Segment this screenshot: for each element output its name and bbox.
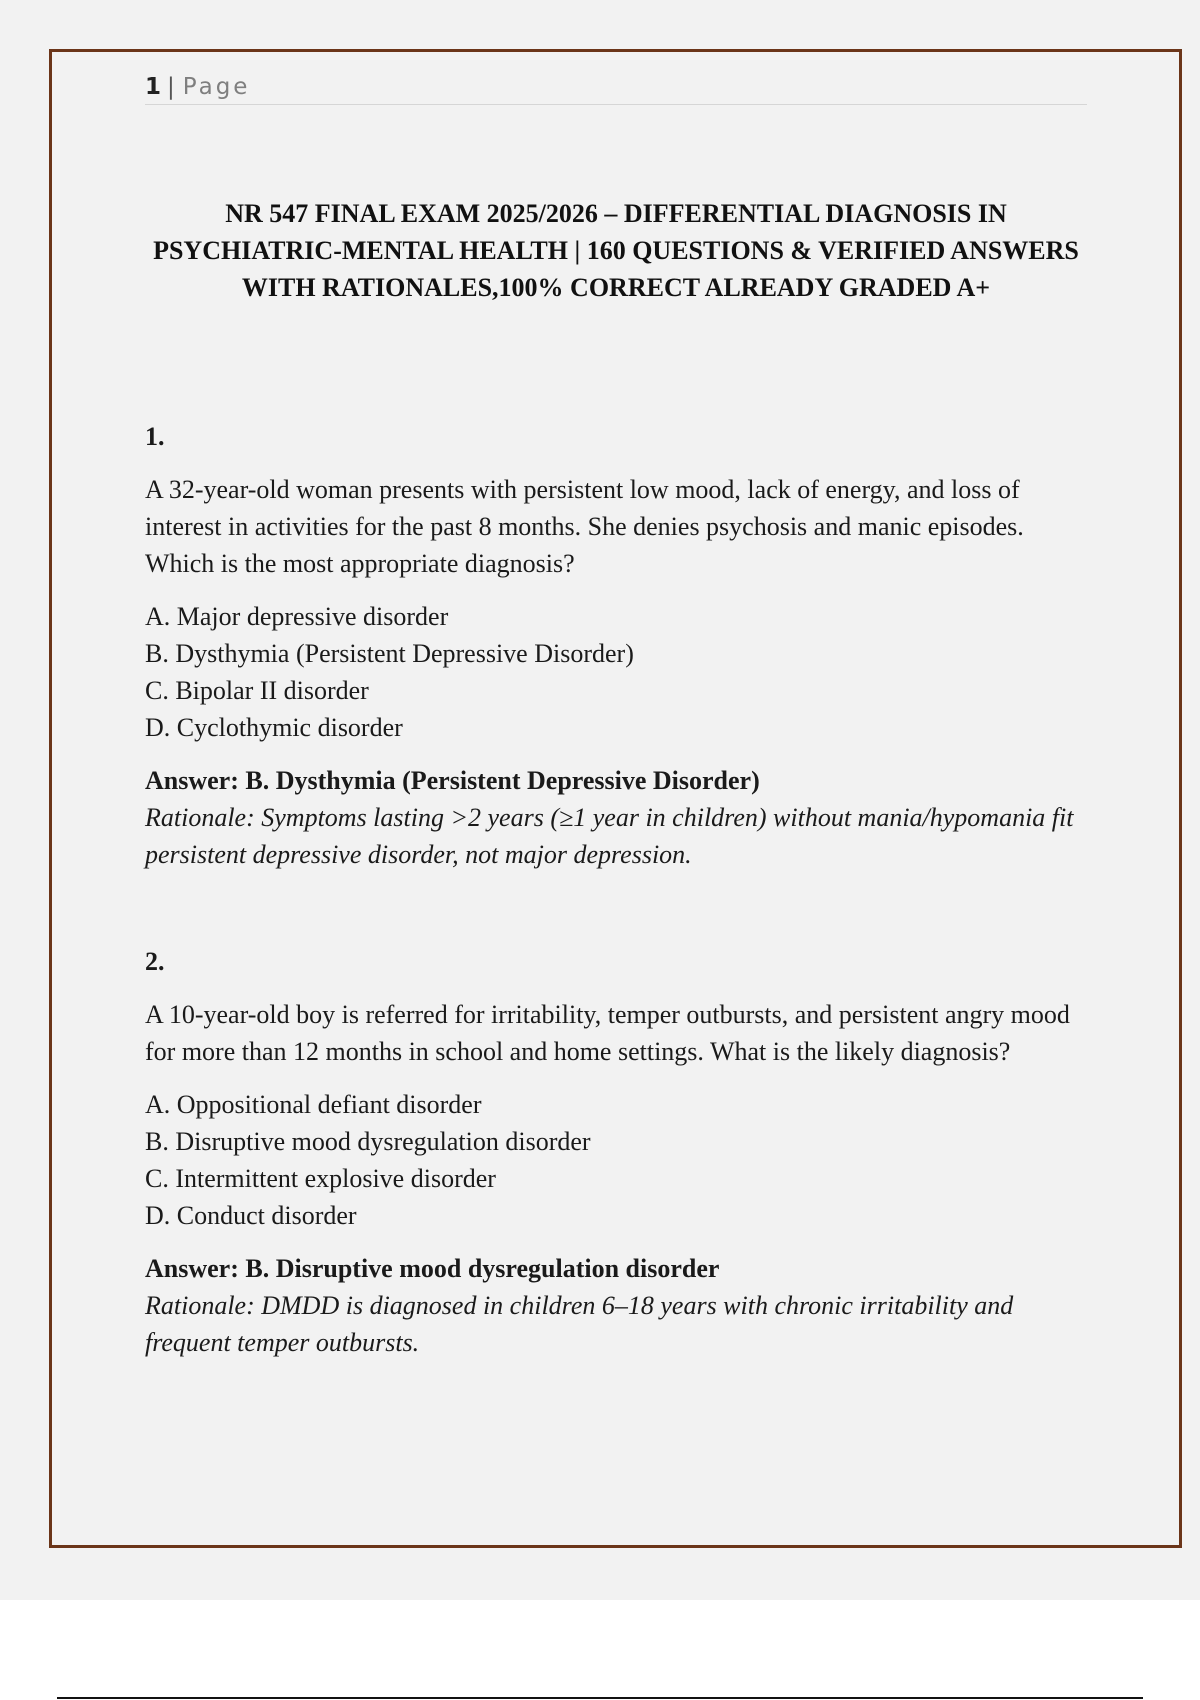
page-number-separator: | — [167, 74, 175, 100]
correct-answer: Answer: B. Disruptive mood dysregulation disorder — [145, 1254, 720, 1283]
question-number: 2. — [145, 947, 165, 976]
option-d: D. Conduct disorder — [145, 1201, 357, 1230]
answer-options — [145, 598, 1090, 746]
option-a: A. Major depressive disorder — [145, 602, 449, 631]
question-stem: A 32-year-old woman presents with persistent low mood, lack of energy, and loss of interest in activities for the past 8 months. She denies psychosis and manic episodes. Which is the most appropriate diagnosis? — [145, 475, 1024, 578]
document-title: NR 547 FINAL EXAM 2025/2026 – DIFFERENTIAL DIAGNOSIS IN PSYCHIATRIC-MENTAL HEALTH | 160 QUESTIONS & VERIFIED ANSWERS WITH RATIONALES,100% CORRECT ALREADY GRADED A+ — [153, 199, 1079, 302]
next-page-top-rule — [57, 1697, 1143, 1699]
answer-options — [145, 1086, 1090, 1234]
option-b: B. Dysthymia (Persistent Depressive Disorder) — [145, 639, 634, 668]
option-a: A. Oppositional defiant disorder — [145, 1090, 482, 1119]
option-b: B. Disruptive mood dysregulation disorder — [145, 1127, 591, 1156]
question-2 — [145, 943, 1090, 1361]
option-c: C. Bipolar II disorder — [145, 676, 369, 705]
question-number: 1. — [145, 422, 165, 451]
option-d: D. Cyclothymic disorder — [145, 713, 403, 742]
page-header — [145, 72, 1087, 105]
option-c: C. Intermittent explosive disorder — [145, 1164, 496, 1193]
page-word: Page — [182, 74, 251, 100]
rationale: Rationale: DMDD is diagnosed in children 6–18 years with chronic irritability and frequent temper outbursts. — [145, 1291, 1014, 1357]
questions-section — [145, 418, 1090, 1431]
page-number: 1 — [145, 74, 162, 100]
question-stem: A 10-year-old boy is referred for irritability, temper outbursts, and persistent angry mood for more than 12 months in school and home settings. What is the likely diagnosis? — [145, 1000, 1070, 1066]
correct-answer: Answer: B. Dysthymia (Persistent Depressive Disorder) — [145, 766, 760, 795]
rationale: Rationale: Symptoms lasting >2 years (≥1 year in children) without mania/hypomania fit persistent depressive disorder, not major depression. — [145, 803, 1074, 869]
question-1 — [145, 418, 1090, 873]
